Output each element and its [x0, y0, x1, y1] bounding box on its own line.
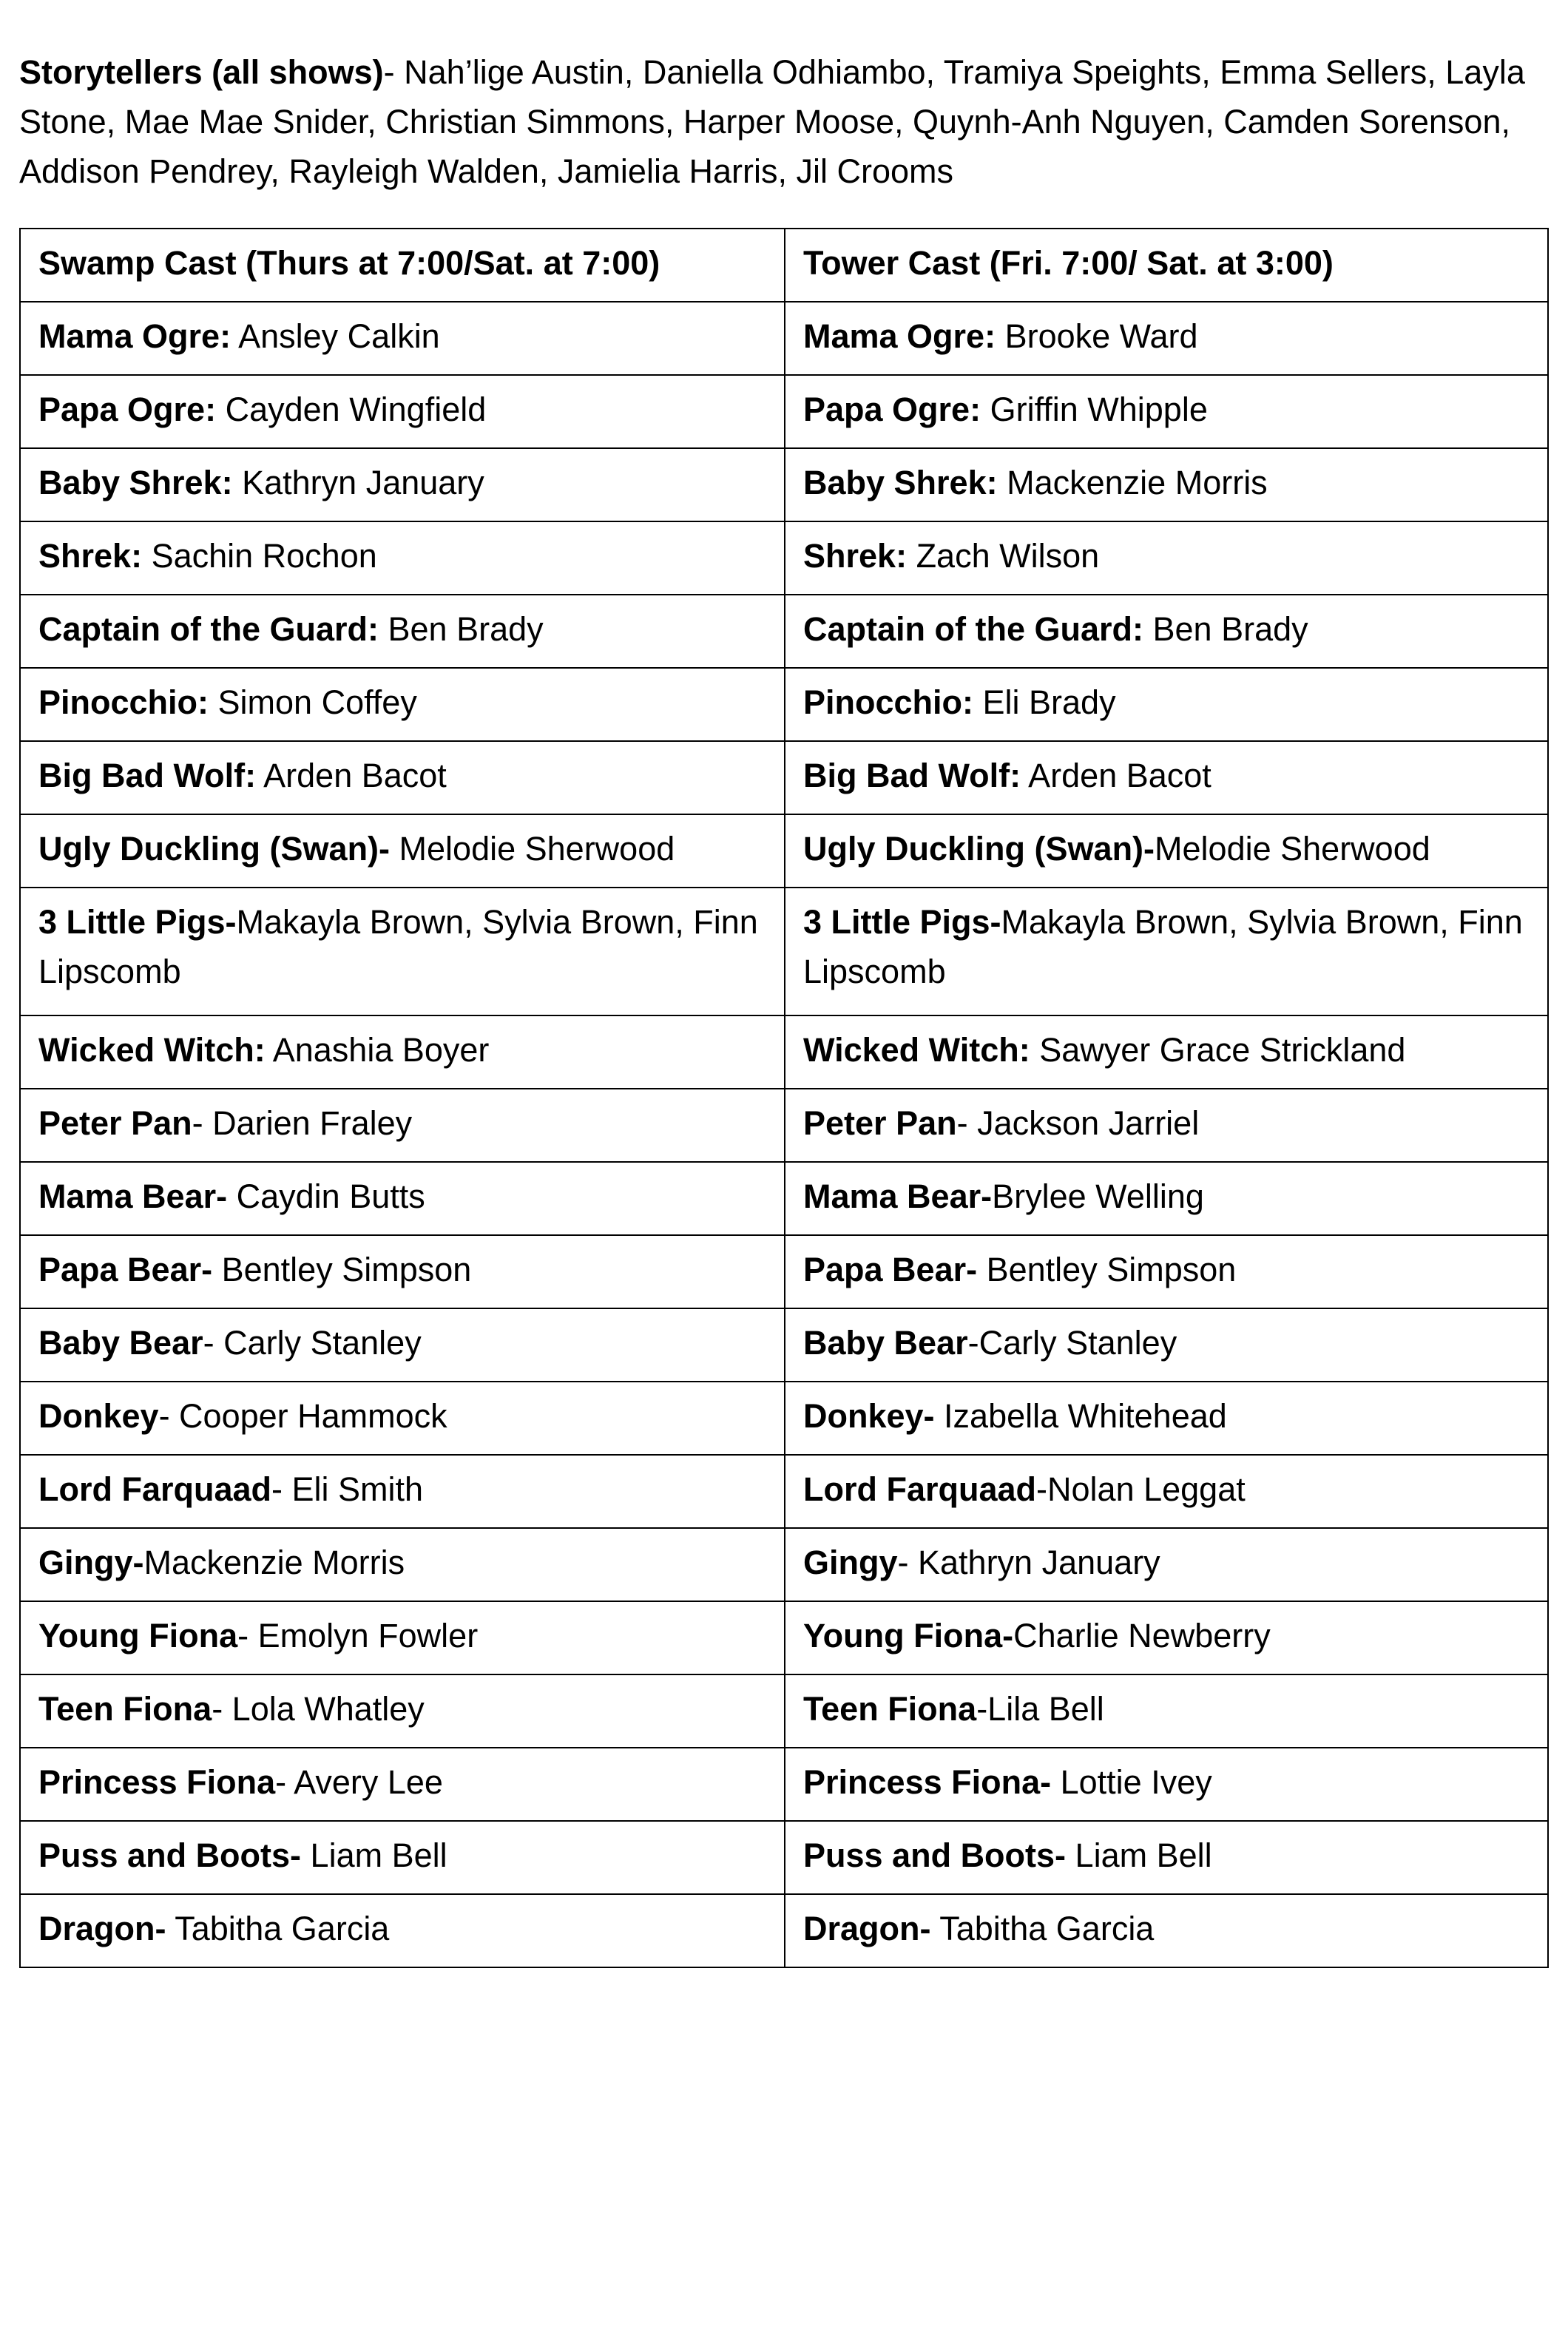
- tower-cast-cell: [785, 814, 1548, 888]
- actor-name: Makayla Brown, Sylvia Brown, Finn Lipscomb: [803, 903, 1523, 990]
- actor-name: Eli Brady: [973, 683, 1116, 721]
- role-name: Baby Bear: [803, 1324, 968, 1362]
- actor-name: - Eli Smith: [271, 1470, 424, 1508]
- tower-cast-cell: [785, 1894, 1548, 1967]
- swamp-cast-cell: [20, 595, 785, 668]
- role-name: Peter Pan: [803, 1104, 957, 1142]
- actor-name: - Carly Stanley: [203, 1324, 422, 1362]
- swamp-cast-cell: [20, 668, 785, 741]
- swamp-cast-cell: [20, 1382, 785, 1455]
- table-row: [20, 741, 1548, 814]
- actor-name: - Emolyn Fowler: [237, 1617, 479, 1655]
- tower-cast-cell: [785, 888, 1548, 1015]
- tower-cast-cell: [785, 1235, 1548, 1308]
- swamp-cast-cell: [20, 302, 785, 375]
- table-row: [20, 1821, 1548, 1894]
- table-row: [20, 1308, 1548, 1382]
- role-name: Ugly Duckling (Swan)-: [803, 830, 1155, 868]
- tower-cast-cell: [785, 375, 1548, 448]
- role-name: Ugly Duckling (Swan)-: [38, 830, 391, 868]
- table-row: [20, 668, 1548, 741]
- tower-cast-cell: [785, 302, 1548, 375]
- storytellers-label: Storytellers (all shows): [19, 53, 384, 91]
- actor-name: Sachin Rochon: [142, 537, 377, 575]
- role-name: Young Fiona-: [803, 1617, 1014, 1655]
- role-name: Donkey-: [803, 1397, 935, 1435]
- role-name: 3 Little Pigs-: [803, 903, 1001, 941]
- role-name: Baby Bear: [38, 1324, 203, 1362]
- actor-name: Ansley Calkin: [231, 317, 440, 355]
- role-name: Mama Bear-: [803, 1177, 993, 1215]
- role-name: Big Bad Wolf:: [803, 757, 1021, 794]
- swamp-cast-cell: [20, 1235, 785, 1308]
- role-name: 3 Little Pigs-: [38, 903, 237, 941]
- tower-cast-cell: [785, 1162, 1548, 1235]
- role-name: Mama Ogre:: [38, 317, 232, 355]
- actor-name: Bentley Simpson: [977, 1251, 1237, 1288]
- swamp-cast-cell: [20, 1308, 785, 1382]
- swamp-cast-cell: [20, 448, 785, 521]
- swamp-cast-cell: [20, 1162, 785, 1235]
- tower-cast-cell: [785, 1748, 1548, 1821]
- table-row: [20, 1235, 1548, 1308]
- actor-name: Charlie Newberry: [1013, 1617, 1271, 1655]
- table-row: [20, 1894, 1548, 1967]
- tower-cast-header: Tower Cast (Fri. 7:00/ Sat. at 3:00): [785, 229, 1548, 302]
- actor-name: Griffin Whipple: [981, 391, 1208, 428]
- actor-name: - Darien Fraley: [192, 1104, 413, 1142]
- role-name: Gingy-: [38, 1544, 144, 1581]
- actor-name: - Cooper Hammock: [158, 1397, 447, 1435]
- actor-name: Tabitha Garcia: [930, 1910, 1155, 1947]
- role-name: Dragon-: [38, 1910, 166, 1947]
- swamp-cast-cell: [20, 1674, 785, 1748]
- role-name: Pinocchio:: [38, 683, 209, 721]
- table-row: [20, 302, 1548, 375]
- role-name: Baby Shrek:: [38, 464, 233, 501]
- role-name: Puss and Boots-: [803, 1836, 1067, 1874]
- table-row: [20, 448, 1548, 521]
- actor-name: Liam Bell: [301, 1836, 447, 1874]
- role-name: Captain of the Guard:: [38, 610, 379, 648]
- role-name: Papa Bear-: [38, 1251, 213, 1288]
- swamp-cast-cell: [20, 888, 785, 1015]
- actor-name: Brylee Welling: [992, 1177, 1204, 1215]
- actor-name: Makayla Brown, Sylvia Brown, Finn Lipscomb: [38, 903, 758, 990]
- table-row: [20, 1455, 1548, 1528]
- actor-name: Melodie Sherwood: [390, 830, 675, 868]
- table-row: [20, 1674, 1548, 1748]
- actor-name: - Avery Lee: [275, 1763, 443, 1801]
- table-row: [20, 1162, 1548, 1235]
- role-name: Gingy: [803, 1544, 898, 1581]
- swamp-cast-cell: [20, 1821, 785, 1894]
- table-row: [20, 1528, 1548, 1601]
- swamp-cast-cell: [20, 814, 785, 888]
- cast-header-row: [20, 229, 1548, 302]
- role-name: Wicked Witch:: [803, 1031, 1030, 1069]
- table-row: [20, 1015, 1548, 1089]
- tower-cast-cell: [785, 1601, 1548, 1674]
- actor-name: Kathryn January: [232, 464, 484, 501]
- role-name: Peter Pan: [38, 1104, 192, 1142]
- tower-cast-cell: [785, 668, 1548, 741]
- role-name: Lord Farquaad: [38, 1470, 272, 1508]
- role-name: Young Fiona: [38, 1617, 238, 1655]
- table-row: [20, 595, 1548, 668]
- actor-name: Ben Brady: [379, 610, 544, 648]
- tower-cast-cell: [785, 1382, 1548, 1455]
- role-name: Mama Ogre:: [803, 317, 996, 355]
- actor-name: -Nolan Leggat: [1036, 1470, 1246, 1508]
- actor-name: -Carly Stanley: [967, 1324, 1177, 1362]
- tower-cast-cell: [785, 741, 1548, 814]
- role-name: Shrek:: [38, 537, 143, 575]
- actor-name: -Lila Bell: [976, 1690, 1104, 1728]
- table-row: [20, 1089, 1548, 1162]
- table-row: [20, 1382, 1548, 1455]
- actor-name: Tabitha Garcia: [166, 1910, 390, 1947]
- actor-name: - Kathryn January: [897, 1544, 1160, 1581]
- actor-name: Liam Bell: [1066, 1836, 1212, 1874]
- swamp-cast-cell: [20, 1748, 785, 1821]
- cast-table: [19, 228, 1549, 1968]
- table-row: [20, 888, 1548, 1015]
- swamp-cast-cell: [20, 1601, 785, 1674]
- actor-name: - Jackson Jarriel: [956, 1104, 1200, 1142]
- actor-name: Simon Coffey: [209, 683, 417, 721]
- table-row: [20, 1748, 1548, 1821]
- role-name: Princess Fiona: [38, 1763, 276, 1801]
- swamp-cast-cell: [20, 1528, 785, 1601]
- role-name: Donkey: [38, 1397, 159, 1435]
- role-name: Shrek:: [803, 537, 908, 575]
- storytellers-names: - Nah’lige Austin, Daniella Odhiambo, Tramiya Speights, Emma Sellers, Layla Stone, Mae Mae Snider, Christian Simmons, Harper Moose, Quynh-Anh Nguyen, Camden Sorenson, Addison Pendrey, Rayleigh Walden, Jamielia Harris, Jil Crooms: [19, 53, 1525, 190]
- role-name: Captain of the Guard:: [803, 610, 1143, 648]
- actor-name: Caydin Butts: [227, 1177, 425, 1215]
- tower-cast-cell: [785, 1455, 1548, 1528]
- swamp-cast-cell: [20, 1455, 785, 1528]
- tower-cast-cell: [785, 521, 1548, 595]
- tower-cast-cell: [785, 1821, 1548, 1894]
- actor-name: Melodie Sherwood: [1155, 830, 1430, 868]
- role-name: Papa Bear-: [803, 1251, 978, 1288]
- tower-cast-cell: [785, 448, 1548, 521]
- table-row: [20, 1601, 1548, 1674]
- swamp-cast-cell: [20, 1089, 785, 1162]
- role-name: Mama Bear-: [38, 1177, 228, 1215]
- actor-name: - Lola Whatley: [212, 1690, 425, 1728]
- actor-name: Arden Bacot: [256, 757, 447, 794]
- role-name: Wicked Witch:: [38, 1031, 266, 1069]
- role-name: Papa Ogre:: [803, 391, 981, 428]
- swamp-cast-cell: [20, 1894, 785, 1967]
- role-name: Teen Fiona: [38, 1690, 212, 1728]
- swamp-cast-cell: [20, 521, 785, 595]
- actor-name: Izabella Whitehead: [934, 1397, 1227, 1435]
- role-name: Dragon-: [803, 1910, 931, 1947]
- actor-name: Lottie Ivey: [1051, 1763, 1212, 1801]
- tower-cast-cell: [785, 1528, 1548, 1601]
- tower-cast-cell: [785, 1089, 1548, 1162]
- actor-name: Brooke Ward: [996, 317, 1198, 355]
- actor-name: Arden Bacot: [1021, 757, 1212, 794]
- role-name: Princess Fiona-: [803, 1763, 1052, 1801]
- actor-name: Anashia Boyer: [265, 1031, 490, 1069]
- table-row: [20, 521, 1548, 595]
- actor-name: Bentley Simpson: [212, 1251, 472, 1288]
- tower-cast-cell: [785, 1308, 1548, 1382]
- actor-name: Ben Brady: [1143, 610, 1308, 648]
- table-row: [20, 375, 1548, 448]
- actor-name: Sawyer Grace Strickland: [1030, 1031, 1406, 1069]
- actor-name: Mackenzie Morris: [997, 464, 1268, 501]
- table-row: [20, 814, 1548, 888]
- tower-cast-cell: [785, 1015, 1548, 1089]
- swamp-cast-cell: [20, 1015, 785, 1089]
- actor-name: Zach Wilson: [907, 537, 1100, 575]
- swamp-cast-cell: [20, 741, 785, 814]
- actor-name: Mackenzie Morris: [143, 1544, 405, 1581]
- tower-cast-cell: [785, 1674, 1548, 1748]
- role-name: Papa Ogre:: [38, 391, 217, 428]
- swamp-cast-header: Swamp Cast (Thurs at 7:00/Sat. at 7:00): [20, 229, 785, 302]
- role-name: Lord Farquaad: [803, 1470, 1037, 1508]
- actor-name: Cayden Wingfield: [216, 391, 487, 428]
- tower-cast-cell: [785, 595, 1548, 668]
- role-name: Puss and Boots-: [38, 1836, 302, 1874]
- role-name: Baby Shrek:: [803, 464, 998, 501]
- swamp-cast-cell: [20, 375, 785, 448]
- role-name: Pinocchio:: [803, 683, 974, 721]
- role-name: Big Bad Wolf:: [38, 757, 257, 794]
- role-name: Teen Fiona: [803, 1690, 977, 1728]
- storytellers-paragraph: [19, 47, 1550, 196]
